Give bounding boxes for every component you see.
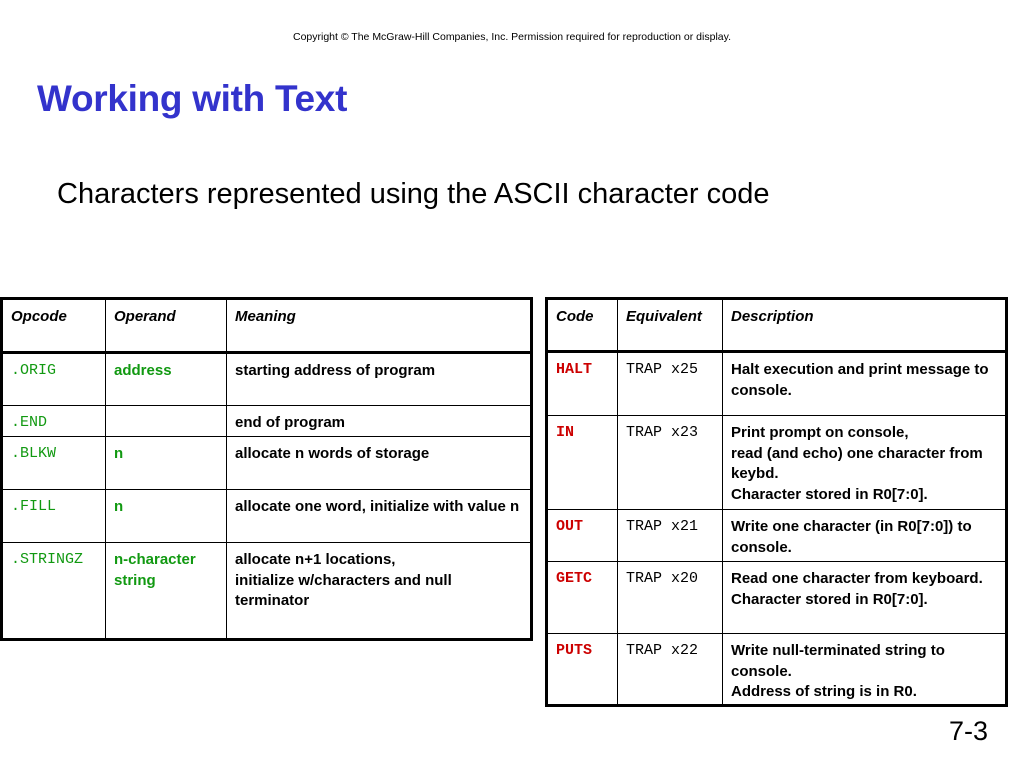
equivalent-cell: TRAP x22 (618, 634, 723, 706)
opcode-cell: .FILL (2, 490, 106, 543)
operand-cell (106, 406, 227, 437)
opcode-cell: .STRINGZ (2, 543, 106, 640)
operand-cell: n (106, 437, 227, 490)
operand-cell: n-character string (106, 543, 227, 640)
meaning-cell: starting address of program (227, 353, 532, 406)
table-row (2, 353, 532, 406)
meaning-cell: allocate n+1 locations, initialize w/characters and null terminator (227, 543, 532, 640)
header-opcode: Opcode (2, 299, 106, 353)
slide-subtitle: Characters represented using the ASCII character code (57, 178, 770, 210)
opcode-cell: .END (2, 406, 106, 437)
copyright-notice: Copyright © The McGraw-Hill Companies, Inc. Permission required for reproduction or display. (292, 31, 732, 43)
description-cell: Write null-terminated string to console. Address of string is in R0. (723, 634, 1007, 706)
code-cell: PUTS (547, 634, 618, 706)
opcode-cell: .ORIG (2, 353, 106, 406)
code-cell: GETC (547, 562, 618, 634)
page-number: 7-3 (948, 716, 988, 746)
description-cell: Write one character (in R0[7:0]) to console. (723, 510, 1007, 562)
table-row (2, 543, 532, 640)
code-cell: IN (547, 416, 618, 510)
header-operand: Operand (106, 299, 227, 353)
table-row (2, 437, 532, 490)
opcode-cell: .BLKW (2, 437, 106, 490)
header-code: Code (547, 299, 618, 352)
table-row (547, 634, 1007, 706)
meaning-cell: allocate n words of storage (227, 437, 532, 490)
slide-title: Working with Text (37, 78, 348, 119)
header-description: Description (723, 299, 1007, 352)
header-meaning: Meaning (227, 299, 532, 353)
equivalent-cell: TRAP x25 (618, 352, 723, 416)
description-cell: Print prompt on console, read (and echo) one character from keybd. Character stored in R0[7:0]. (723, 416, 1007, 510)
trap-codes-table (545, 297, 1008, 707)
table-row (2, 406, 532, 437)
assembler-directives-table (0, 297, 533, 641)
equivalent-cell: TRAP x23 (618, 416, 723, 510)
description-cell: Halt execution and print message to console. (723, 352, 1007, 416)
equivalent-cell: TRAP x20 (618, 562, 723, 634)
operand-cell: address (106, 353, 227, 406)
operand-cell: n (106, 490, 227, 543)
header-equivalent: Equivalent (618, 299, 723, 352)
meaning-cell: end of program (227, 406, 532, 437)
code-cell: HALT (547, 352, 618, 416)
table-row (547, 562, 1007, 634)
meaning-cell: allocate one word, initialize with value n (227, 490, 532, 543)
equivalent-cell: TRAP x21 (618, 510, 723, 562)
table-row (2, 490, 532, 543)
code-cell: OUT (547, 510, 618, 562)
table-row (547, 352, 1007, 416)
table-row (547, 416, 1007, 510)
description-cell: Read one character from keyboard. Character stored in R0[7:0]. (723, 562, 1007, 634)
table-row (547, 510, 1007, 562)
